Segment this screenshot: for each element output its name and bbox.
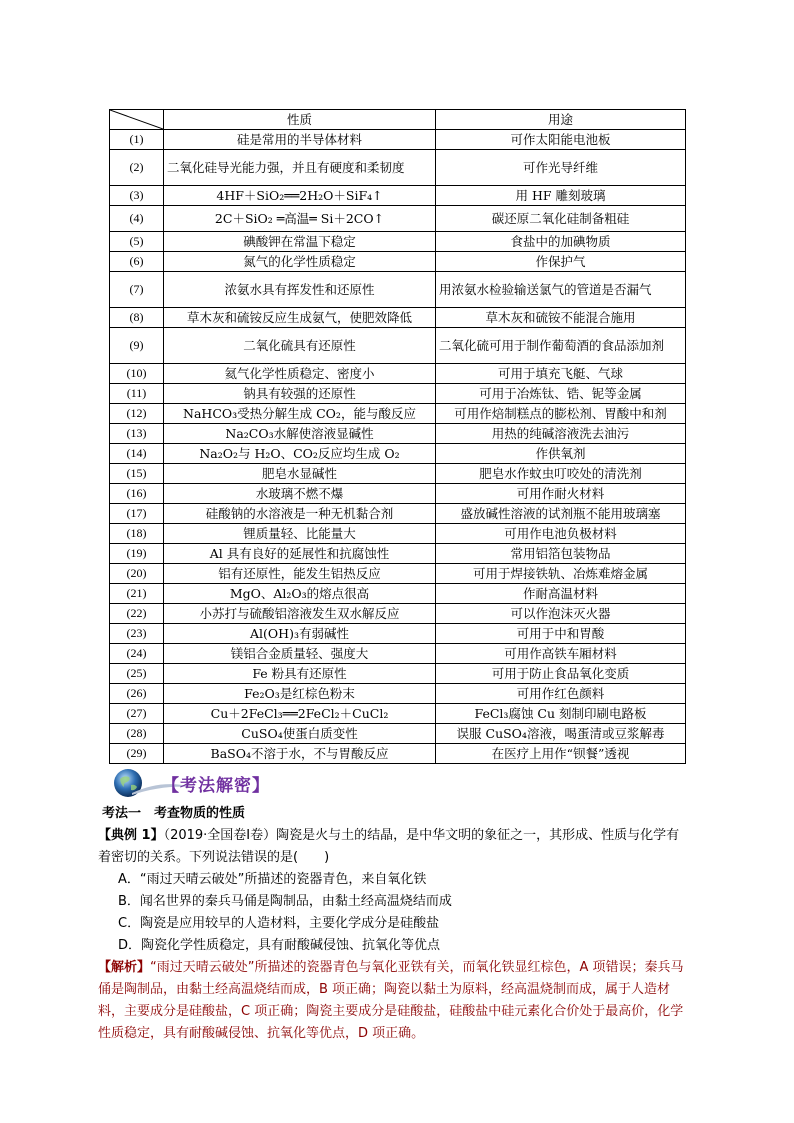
row-number: (13) (110, 424, 164, 444)
row-use: 可用于冶炼钛、锆、铌等金属 (436, 384, 686, 404)
row-property: 水玻璃不燃不爆 (164, 484, 436, 504)
table-row (110, 464, 686, 484)
row-property: 硅酸钠的水溶液是一种无机黏合剂 (164, 504, 436, 524)
row-number: (3) (110, 186, 164, 206)
row-number: (16) (110, 484, 164, 504)
row-property: 硅是常用的半导体材料 (164, 130, 436, 150)
table-row (110, 444, 686, 464)
table-row (110, 150, 686, 186)
row-use: 盛放碱性溶液的试剂瓶不能用玻璃塞 (436, 504, 686, 524)
table-row (110, 744, 686, 764)
row-number: (12) (110, 404, 164, 424)
table-row (110, 232, 686, 252)
table-row (110, 524, 686, 544)
row-property: 肥皂水显碱性 (164, 464, 436, 484)
row-number: (23) (110, 624, 164, 644)
row-property: 氮气的化学性质稳定 (164, 252, 436, 272)
row-use: 作耐高温材料 (436, 584, 686, 604)
table-row (110, 644, 686, 664)
table-row (110, 364, 686, 384)
row-use: 肥皂水作蚊虫叮咬处的清洗剂 (436, 464, 686, 484)
example-content (98, 803, 690, 1045)
table-row (110, 424, 686, 444)
row-number: (8) (110, 308, 164, 328)
row-use: 在医疗上用作“钡餐”透视 (436, 744, 686, 764)
table-row (110, 704, 686, 724)
example-tag: 【典例 1】 (98, 828, 164, 843)
row-property: 草木灰和硫铵反应生成氨气，使肥效降低 (164, 308, 436, 328)
analysis-paragraph (98, 957, 690, 1045)
row-property: MgO、Al₂O₃的熔点很高 (164, 584, 436, 604)
row-property: 二氧化硅导光能力强，并且有硬度和柔韧度 (164, 150, 436, 186)
section-header (110, 765, 410, 801)
row-number: (20) (110, 564, 164, 584)
table-row (110, 584, 686, 604)
header-use: 用途 (436, 110, 686, 130)
row-property: 碘酸钾在常温下稳定 (164, 232, 436, 252)
row-use: 可用作焙制糕点的膨松剂、胃酸中和剂 (436, 404, 686, 424)
table-row (110, 564, 686, 584)
row-number: (11) (110, 384, 164, 404)
row-use: 可用作耐火材料 (436, 484, 686, 504)
example-text: （2019·全国卷Ⅰ卷）陶瓷是火与土的结晶，是中华文明的象征之一，其形成、性质与化学有着密切的关系。下列说法错误的是( ) (98, 828, 680, 865)
row-use: 可作太阳能电池板 (436, 130, 686, 150)
row-number: (9) (110, 328, 164, 364)
row-use: 可作光导纤维 (436, 150, 686, 186)
row-property: 氦气化学性质稳定、密度小 (164, 364, 436, 384)
row-number: (28) (110, 724, 164, 744)
table-header-row (110, 110, 686, 130)
example-question (98, 825, 690, 869)
row-number: (15) (110, 464, 164, 484)
row-number: (4) (110, 206, 164, 232)
method-heading: 考法一 考查物质的性质 (102, 806, 246, 821)
row-use: 可用于焊接铁轨、冶炼难熔金属 (436, 564, 686, 584)
row-use: 可用作红色颜料 (436, 684, 686, 704)
diagonal-line (110, 110, 163, 129)
analysis-tag: 【解析】 (98, 960, 151, 975)
table-row (110, 684, 686, 704)
row-property: CuSO₄使蛋白质变性 (164, 724, 436, 744)
table-row (110, 206, 686, 232)
row-use: 食盐中的加碘物质 (436, 232, 686, 252)
row-number: (25) (110, 664, 164, 684)
header-corner-cell (110, 110, 164, 130)
row-property: Na₂O₂与 H₂O、CO₂反应均生成 O₂ (164, 444, 436, 464)
row-number: (10) (110, 364, 164, 384)
row-property: Na₂CO₃水解使溶液显碱性 (164, 424, 436, 444)
row-property: 钠具有较强的还原性 (164, 384, 436, 404)
answer-option: D．陶瓷化学性质稳定，具有耐酸碱侵蚀、抗氧化等优点 (118, 938, 441, 953)
table-row (110, 186, 686, 206)
row-property: 浓氨水具有挥发性和还原性 (164, 272, 436, 308)
row-use: 误服 CuSO₄溶液，喝蛋清或豆浆解毒 (436, 724, 686, 744)
row-use: 可用作电池负极材料 (436, 524, 686, 544)
row-use: 可用作高铁车厢材料 (436, 644, 686, 664)
row-use: FeCl₃腐蚀 Cu 刻制印刷电路板 (436, 704, 686, 724)
row-number: (19) (110, 544, 164, 564)
row-property: NaHCO₃受热分解生成 CO₂，能与酸反应 (164, 404, 436, 424)
row-number: (17) (110, 504, 164, 524)
row-use: 可以作泡沫灭火器 (436, 604, 686, 624)
row-use: 用热的纯碱溶液洗去油污 (436, 424, 686, 444)
answer-option: B．闻名世界的秦兵马俑是陶制品，由黏土经高温烧结而成 (118, 894, 452, 909)
table-row (110, 272, 686, 308)
header-property: 性质 (164, 110, 436, 130)
row-use: 作保护气 (436, 252, 686, 272)
row-number: (2) (110, 150, 164, 186)
row-use: 作供氧剂 (436, 444, 686, 464)
row-number: (26) (110, 684, 164, 704)
row-number: (14) (110, 444, 164, 464)
table-row (110, 130, 686, 150)
row-property: 镁铝合金质量轻、强度大 (164, 644, 436, 664)
row-property: 2C＋SiO₂ ═高温═ Si＋2CO↑ (164, 206, 436, 232)
row-property: Fe₂O₃是红棕色粉末 (164, 684, 436, 704)
row-property: 锂质量轻、比能量大 (164, 524, 436, 544)
row-number: (22) (110, 604, 164, 624)
table-row (110, 308, 686, 328)
property-use-table (109, 109, 686, 764)
row-use: 用 HF 雕刻玻璃 (436, 186, 686, 206)
table-row (110, 504, 686, 524)
row-property: 小苏打与硫酸铝溶液发生双水解反应 (164, 604, 436, 624)
row-use: 可用于中和胃酸 (436, 624, 686, 644)
table-row (110, 384, 686, 404)
row-property: Fe 粉具有还原性 (164, 664, 436, 684)
row-use: 用浓氨水检验输送氯气的管道是否漏气 (436, 272, 686, 308)
row-use: 草木灰和硫铵不能混合施用 (436, 308, 686, 328)
table-row (110, 624, 686, 644)
row-number: (21) (110, 584, 164, 604)
row-number: (1) (110, 130, 164, 150)
table-row (110, 604, 686, 624)
row-property: Cu＋2FeCl₃══2FeCl₂＋CuCl₂ (164, 704, 436, 724)
row-number: (5) (110, 232, 164, 252)
row-number: (24) (110, 644, 164, 664)
row-use: 可用于填充飞艇、气球 (436, 364, 686, 384)
section-title: 【考法解密】 (162, 776, 270, 796)
options-list (98, 869, 690, 957)
row-use: 可用于防止食品氧化变质 (436, 664, 686, 684)
row-property: 铝有还原性，能发生铝热反应 (164, 564, 436, 584)
row-number: (27) (110, 704, 164, 724)
table-row (110, 404, 686, 424)
row-property: 二氧化硫具有还原性 (164, 328, 436, 364)
answer-option: C．陶瓷是应用较早的人造材料，主要化学成分是硅酸盐 (118, 916, 440, 931)
row-property: Al(OH)₃有弱碱性 (164, 624, 436, 644)
row-number: (18) (110, 524, 164, 544)
row-property: 4HF＋SiO₂══2H₂O＋SiF₄↑ (164, 186, 436, 206)
table-row (110, 544, 686, 564)
table-row (110, 724, 686, 744)
row-use: 碳还原二氧化硅制备粗硅 (436, 206, 686, 232)
row-use: 二氧化硫可用于制作葡萄酒的食品添加剂 (436, 328, 686, 364)
table-row (110, 328, 686, 364)
answer-option: A．“雨过天晴云破处”所描述的瓷器青色，来自氧化铁 (118, 872, 427, 887)
row-property: BaSO₄不溶于水，不与胃酸反应 (164, 744, 436, 764)
analysis-text: “雨过天晴云破处”所描述的瓷器青色与氧化亚铁有关，而氧化铁显红棕色，A 项错误；秦兵马俑是陶制品，由黏土经高温烧结而成，B 项正确；陶瓷以黏土为原料，经高温烧制而成，属于人造材料，主要成分是硅酸盐，C 项正确；陶瓷主要成分是硅酸盐，硅酸盐中硅元素化合价处于最高价，化学性质稳定，具有耐酸碱侵蚀、抗氧化等优点，D 项正确。 (98, 960, 684, 1041)
row-number: (7) (110, 272, 164, 308)
row-number: (6) (110, 252, 164, 272)
row-property: Al 具有良好的延展性和抗腐蚀性 (164, 544, 436, 564)
row-number: (29) (110, 744, 164, 764)
table-row (110, 664, 686, 684)
table-row (110, 484, 686, 504)
row-use: 常用铝箔包装物品 (436, 544, 686, 564)
table-row (110, 252, 686, 272)
